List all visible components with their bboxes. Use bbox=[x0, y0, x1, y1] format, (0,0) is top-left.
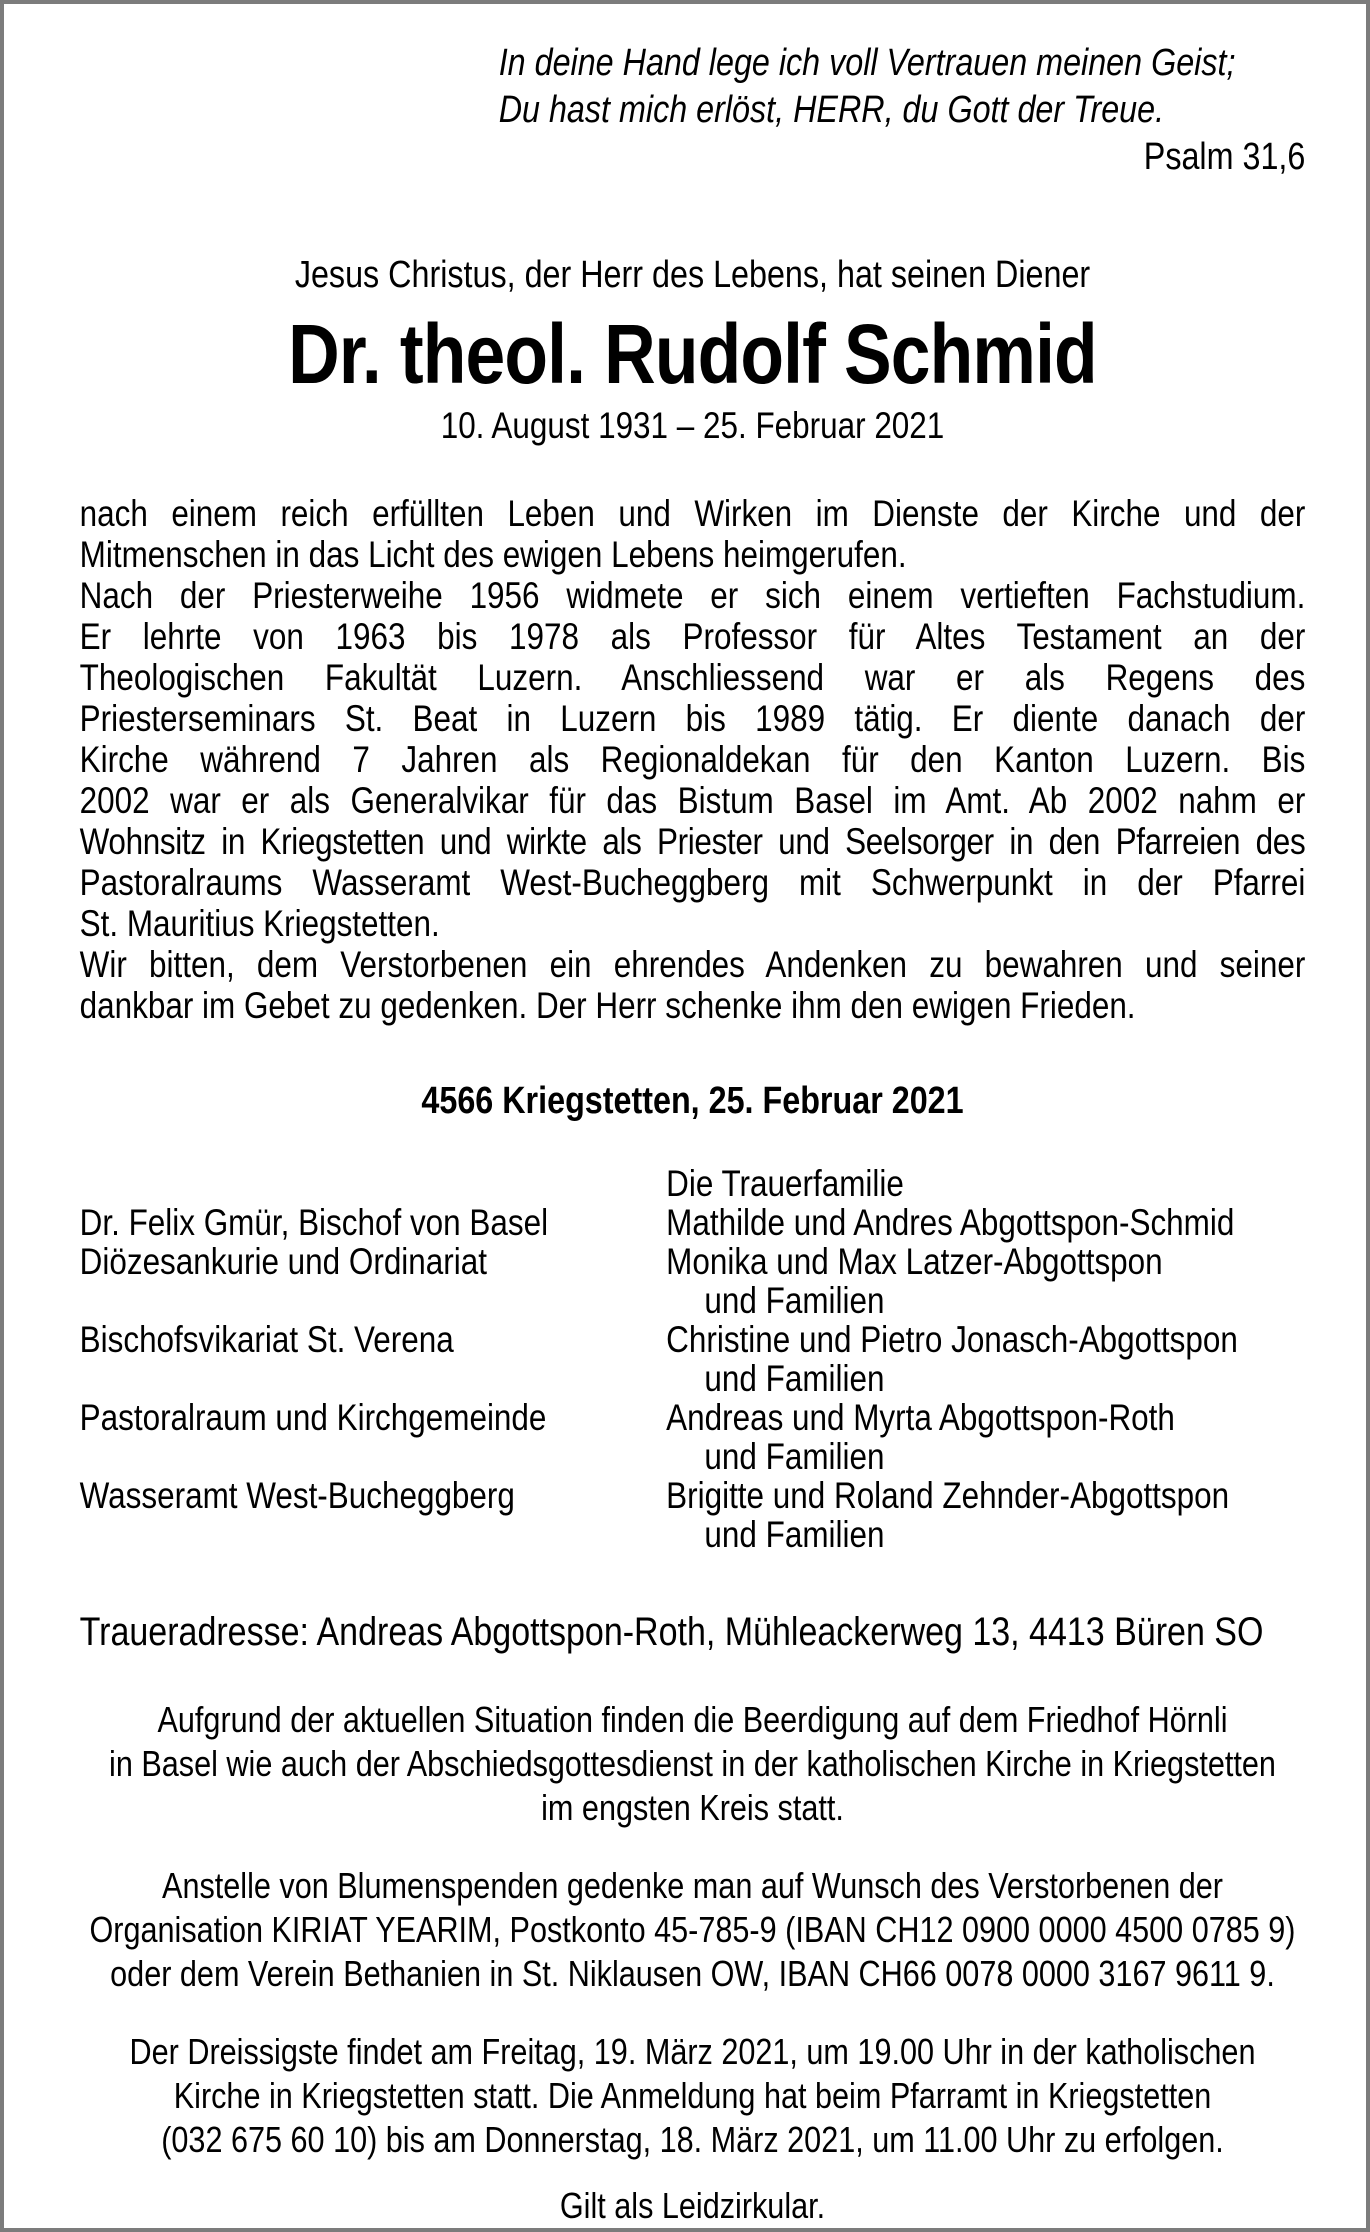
obituary-line: Wohnsitz in Kriegstetten und wirkte als Priester und Seelsorger in den Pfarreien des bbox=[79, 821, 1306, 862]
epigraph bbox=[80, 40, 1306, 181]
obituary-line: Nach der Priesterweihe 1956 widmete er sich einem vertieften Fachstudium. bbox=[79, 575, 1306, 616]
epigraph-attribution: Psalm 31,6 bbox=[1143, 136, 1306, 178]
mourner-right: Monika und Max Latzer-Abgottspon bbox=[666, 1241, 1163, 1282]
mourner-row bbox=[80, 1515, 1306, 1554]
intro-line: Jesus Christus, der Herr des Lebens, hat seinen Diener bbox=[294, 254, 1091, 296]
closing-line: Gilt als Leidzirkular. bbox=[559, 2185, 826, 2226]
mourner-left: Diözesankurie und Ordinariat bbox=[79, 1241, 487, 1282]
mourner-right: Mathilde und Andres Abgottspon-Schmid bbox=[666, 1202, 1235, 1243]
place-date-line: 4566 Kriegstetten, 25. Februar 2021 bbox=[421, 1080, 964, 1122]
notice-line: in Basel wie auch der Abschiedsgottesdienst in der katholischen Kirche in Kriegstetten bbox=[109, 1743, 1276, 1784]
obituary-line: Wir bitten, dem Verstorbenen ein ehrendes Andenken zu bewahren und seiner bbox=[79, 944, 1306, 985]
mourner-right: Die Trauerfamilie bbox=[666, 1163, 904, 1204]
mourner-row bbox=[80, 1398, 1306, 1437]
mourner-row bbox=[80, 1359, 1306, 1398]
mourners-section bbox=[80, 1164, 1306, 1554]
deceased-dates: 10. August 1931 – 25. Februar 2021 bbox=[440, 405, 945, 446]
mourner-right: und Familien bbox=[704, 1280, 885, 1321]
mourner-left: Pastoralraum und Kirchgemeinde bbox=[79, 1397, 547, 1438]
mourner-right: und Familien bbox=[704, 1436, 885, 1477]
notice-line: im engsten Kreis statt. bbox=[541, 1787, 844, 1828]
deceased-name: Dr. theol. Rudolf Schmid bbox=[288, 307, 1097, 401]
obituary-line: 2002 war er als Generalvikar für das Bistum Basel im Amt. Ab 2002 nahm er bbox=[79, 780, 1306, 821]
notice-line: oder dem Verein Bethanien in St. Niklausen OW, IBAN CH66 0078 0000 3167 9611 9. bbox=[110, 1953, 1275, 1994]
mourner-row bbox=[80, 1281, 1306, 1320]
obituary-line: Mitmenschen in das Licht des ewigen Lebens heimgerufen. bbox=[79, 534, 907, 575]
notice-line: Organisation KIRIAT YEARIM, Postkonto 45-785-9 (IBAN CH12 0900 0000 4500 0785 9) bbox=[89, 1909, 1296, 1950]
notice-line: Anstelle von Blumenspenden gedenke man auf Wunsch des Verstorbenen der bbox=[162, 1865, 1223, 1906]
mourner-row bbox=[80, 1476, 1306, 1515]
obituary-line: Priesterseminars St. Beat in Luzern bis 1989 tätig. Er diente danach der bbox=[79, 698, 1306, 739]
mourner-right: Brigitte und Roland Zehnder-Abgottspon bbox=[666, 1475, 1230, 1516]
obituary-line: dankbar im Gebet zu gedenken. Der Herr schenke ihm den ewigen Frieden. bbox=[79, 985, 1136, 1026]
mourner-right: und Familien bbox=[704, 1514, 885, 1555]
notice-donations bbox=[80, 1864, 1306, 1996]
mourner-left: Wasseramt West-Bucheggberg bbox=[79, 1475, 515, 1516]
mourner-right: Andreas und Myrta Abgottspon-Roth bbox=[666, 1397, 1175, 1438]
mourner-row bbox=[80, 1164, 1306, 1203]
obituary-line: Pastoralraums Wasseramt West-Bucheggberg mit Schwerpunkt in der Pfarrei bbox=[79, 862, 1306, 903]
funeral-address: Traueradresse: Andreas Abgottspon-Roth, Mühleackerweg 13, 4413 Büren SO bbox=[79, 1610, 1264, 1654]
mourner-row bbox=[80, 1320, 1306, 1359]
epigraph-quote-line-1: In deine Hand lege ich voll Vertrauen meinen Geist; bbox=[498, 42, 1236, 84]
mourner-row bbox=[80, 1203, 1306, 1242]
obituary-text bbox=[80, 493, 1306, 1026]
mourner-left: Dr. Felix Gmür, Bischof von Basel bbox=[79, 1202, 549, 1243]
obituary-content bbox=[4, 4, 1366, 2228]
mourner-row bbox=[80, 1437, 1306, 1476]
obituary-line: Er lehrte von 1963 bis 1978 als Professor für Altes Testament an der bbox=[79, 616, 1306, 657]
notice-situation bbox=[80, 1698, 1306, 1830]
notice-line: Der Dreissigste findet am Freitag, 19. März 2021, um 19.00 Uhr in der katholischen bbox=[129, 2031, 1256, 2072]
epigraph-quote-line-2: Du hast mich erlöst, HERR, du Gott der Treue. bbox=[498, 89, 1165, 131]
obituary-line: St. Mauritius Kriegstetten. bbox=[79, 903, 440, 944]
obituary-line: nach einem reich erfüllten Leben und Wirken im Dienste der Kirche und der bbox=[79, 493, 1306, 534]
notice-line: Kirche in Kriegstetten statt. Die Anmeldung hat beim Pfarramt in Kriegstetten bbox=[173, 2075, 1212, 2116]
mourner-right: Christine und Pietro Jonasch-Abgottspon bbox=[666, 1319, 1238, 1360]
obituary-line: Kirche während 7 Jahren als Regionaldekan für den Kanton Luzern. Bis bbox=[79, 739, 1306, 780]
notice-memorial-service bbox=[80, 2030, 1306, 2162]
mourner-right: und Familien bbox=[704, 1358, 885, 1399]
notice-line: Aufgrund der aktuellen Situation finden die Beerdigung auf dem Friedhof Hörnli bbox=[157, 1699, 1228, 1740]
notice-line: (032 675 60 10) bis am Donnerstag, 18. März 2021, um 11.00 Uhr zu erfolgen. bbox=[161, 2119, 1224, 2160]
mourner-row bbox=[80, 1242, 1306, 1281]
mourner-left: Bischofsvikariat St. Verena bbox=[79, 1319, 454, 1360]
obituary-line: Theologischen Fakultät Luzern. Anschliessend war er als Regens des bbox=[79, 657, 1306, 698]
